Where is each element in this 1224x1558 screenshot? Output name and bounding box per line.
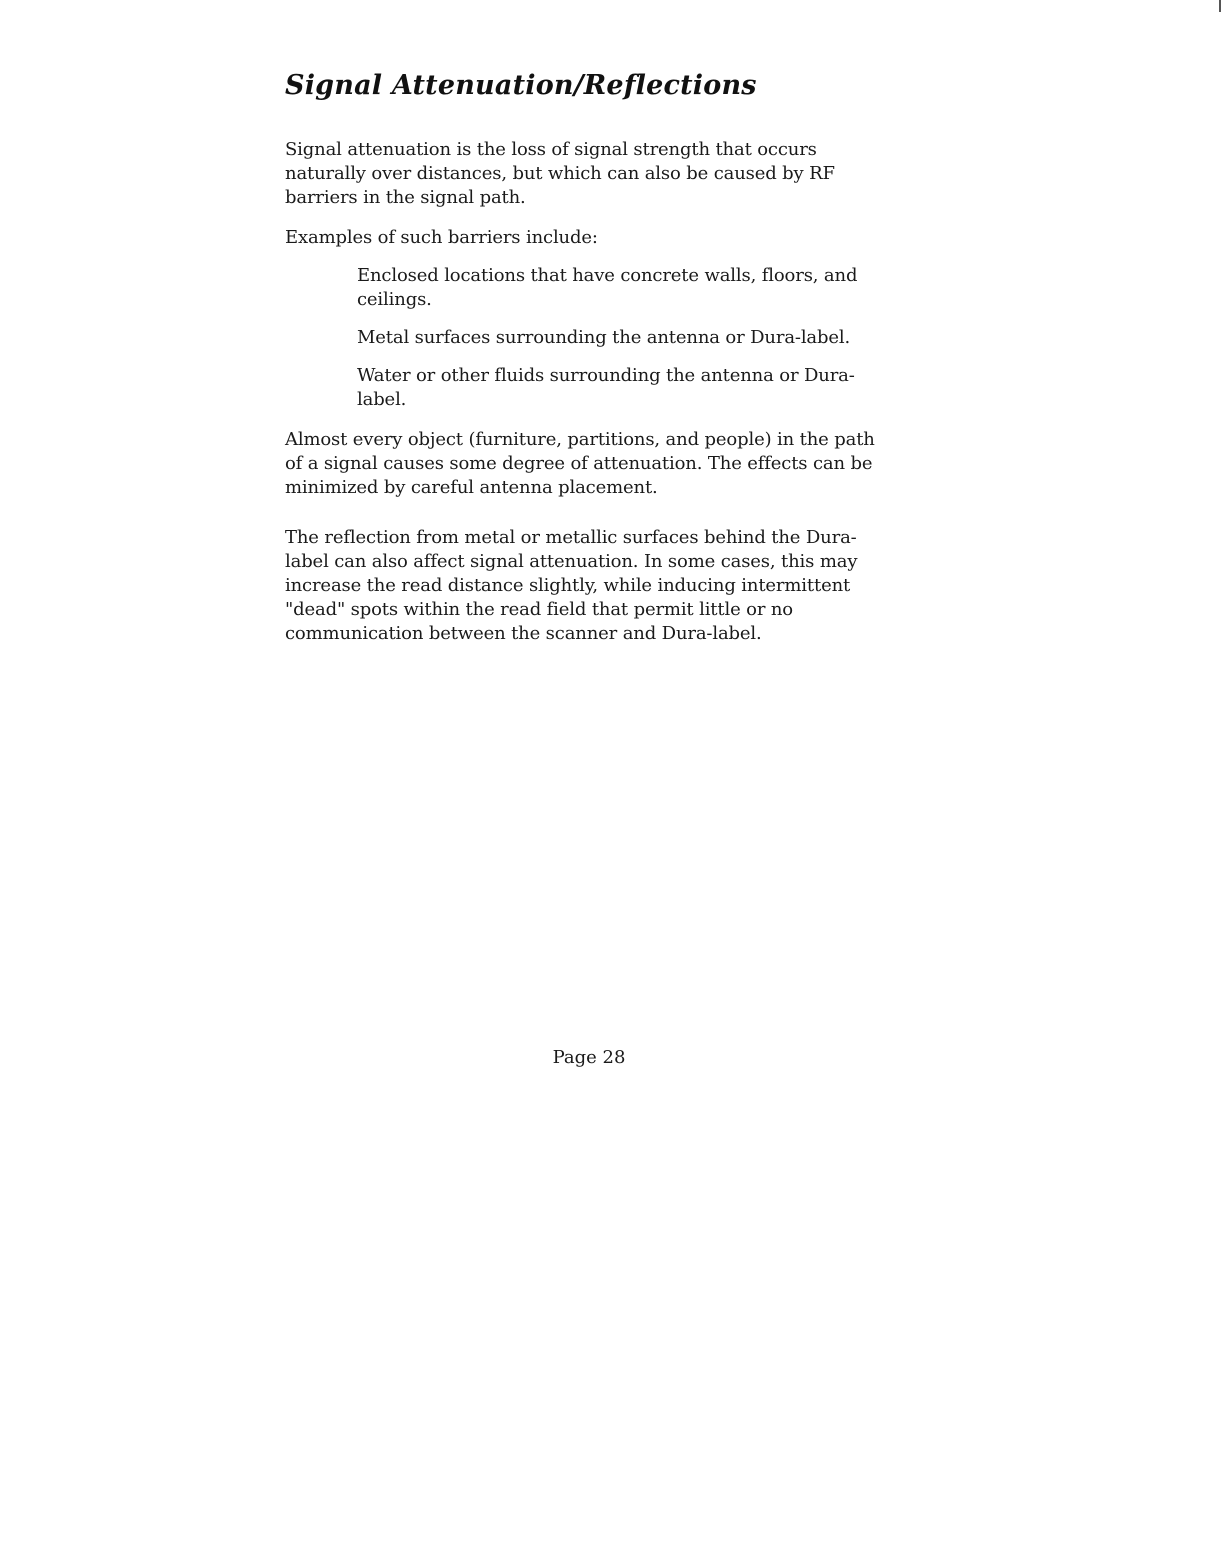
reflection-paragraph: The reflection from metal or metallic surfaces behind the Dura-label can also affect signal attenuation. In some cases, this may increase the read distance slightly, while inducing intermittent "dead" spots within the read field that permit little or no communication between the scanner and Dura-label. — [285, 527, 858, 644]
examples-intro: Examples of such barriers include: — [285, 227, 598, 248]
section-title: Signal Attenuation/Reflections — [285, 70, 757, 101]
page-edge-mark — [1219, 0, 1221, 12]
barrier-list — [285, 264, 867, 412]
barrier-item: Enclosed locations that have concrete walls, floors, and ceilings. — [357, 265, 858, 310]
barrier-item: Metal surfaces surrounding the antenna or Dura-label. — [357, 327, 851, 348]
intro-paragraph: Signal attenuation is the loss of signal strength that occurs naturally over distances, but which can also be caused by RF barriers in the signal path. — [285, 139, 835, 208]
barrier-item: Water or other fluids surrounding the antenna or Dura-label. — [357, 365, 855, 410]
attenuation-paragraph: Almost every object (furniture, partitions, and people) in the path of a signal causes some degree of attenuation. The effects can be minimized by careful antenna placement. — [285, 429, 875, 498]
document-body — [285, 66, 895, 646]
page-number: Page 28 — [552, 1047, 626, 1068]
